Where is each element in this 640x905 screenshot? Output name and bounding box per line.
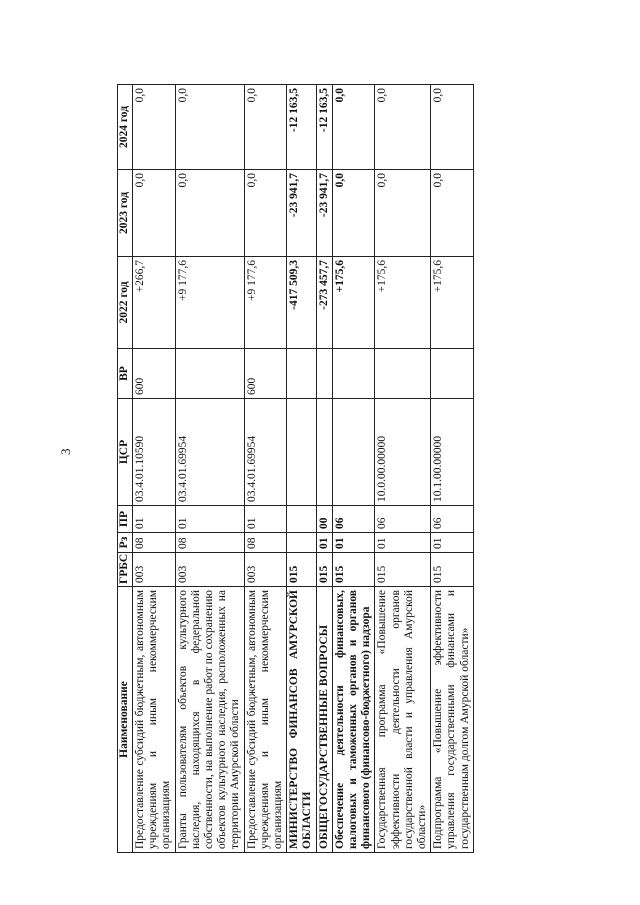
cell-pr: 01: [133, 506, 176, 533]
cell-2023: -23 941,7: [287, 170, 316, 257]
cell-2022: +9 177,6: [175, 257, 244, 349]
header-vr: ВР: [118, 349, 133, 399]
cell-grbs: 015: [316, 553, 332, 587]
header-name: Наименование: [118, 587, 133, 853]
cell-csr: [316, 399, 332, 506]
cell-rz: 01: [375, 533, 431, 553]
header-2022: 2022 год: [118, 257, 133, 349]
cell-2022: +175,6: [332, 257, 375, 349]
cell-2024: 0,0: [133, 85, 176, 170]
cell-name: МИНИСТЕРСТВО ФИНАНСОВ АМУРСКОЙ ОБЛАСТИ: [287, 587, 316, 853]
cell-grbs: 003: [244, 553, 287, 587]
cell-name: Подпрограмма «Повышение эффективности управления государственными финансами и государственным долгом Амурской области»: [431, 587, 474, 853]
cell-2023: 0,0: [431, 170, 474, 257]
cell-csr: 10.0.00.00000: [375, 399, 431, 506]
header-rz: Рз: [118, 533, 133, 553]
header-grbs: ГРБС: [118, 553, 133, 587]
cell-2024: -12 163,5: [316, 85, 332, 170]
cell-rz: 08: [244, 533, 287, 553]
cell-2023: -23 941,7: [316, 170, 332, 257]
cell-vr: [175, 349, 244, 399]
cell-rz: 08: [175, 533, 244, 553]
cell-grbs: 015: [287, 553, 316, 587]
cell-pr: 01: [244, 506, 287, 533]
cell-2023: 0,0: [175, 170, 244, 257]
cell-vr: 600: [133, 349, 176, 399]
cell-pr: 06: [332, 506, 375, 533]
table-row: [375, 85, 431, 853]
header-row: [118, 85, 133, 853]
cell-name: Предоставление субсидий бюджетным, автономным учреждениям и иным некоммерческим организациям: [244, 587, 287, 853]
cell-2022: +175,6: [431, 257, 474, 349]
cell-2024: 0,0: [175, 85, 244, 170]
cell-pr: [287, 506, 316, 533]
cell-rz: 08: [133, 533, 176, 553]
cell-csr: 03.4.01.69954: [244, 399, 287, 506]
cell-csr: 10.1.00.00000: [431, 399, 474, 506]
cell-vr: [316, 349, 332, 399]
cell-name: ОБЩЕГОСУДАРСТВЕННЫЕ ВОПРОСЫ: [316, 587, 332, 853]
header-2024: 2024 год: [118, 85, 133, 170]
cell-2024: 0,0: [431, 85, 474, 170]
cell-name: Обеспечение деятельности финансовых, налоговых и таможенных органов и органов финансового (финансово-бюджетного) надзора: [332, 587, 375, 853]
cell-grbs: 015: [332, 553, 375, 587]
cell-2024: -12 163,5: [287, 85, 316, 170]
cell-2023: 0,0: [332, 170, 375, 257]
table-row: [133, 85, 176, 853]
cell-grbs: 003: [133, 553, 176, 587]
cell-vr: 600: [244, 349, 287, 399]
table-row: [332, 85, 375, 853]
cell-csr: 03.4.01.10590: [133, 399, 176, 506]
cell-2022: +266,7: [133, 257, 176, 349]
cell-csr: [332, 399, 375, 506]
cell-2024: 0,0: [244, 85, 287, 170]
table-row: [287, 85, 316, 853]
table-row: [316, 85, 332, 853]
budget-table: [117, 84, 474, 853]
cell-2023: 0,0: [375, 170, 431, 257]
cell-2023: 0,0: [133, 170, 176, 257]
cell-2022: -273 457,7: [316, 257, 332, 349]
cell-rz: [287, 533, 316, 553]
cell-rz: 01: [431, 533, 474, 553]
cell-2022: +9 177,6: [244, 257, 287, 349]
header-2023: 2023 год: [118, 170, 133, 257]
header-csr: ЦСР: [118, 399, 133, 506]
cell-2022: -417 509,3: [287, 257, 316, 349]
cell-pr: 06: [431, 506, 474, 533]
cell-vr: [431, 349, 474, 399]
cell-pr: 01: [175, 506, 244, 533]
cell-2024: 0,0: [375, 85, 431, 170]
cell-rz: 01: [332, 533, 375, 553]
cell-2024: 0,0: [332, 85, 375, 170]
cell-pr: 00: [316, 506, 332, 533]
cell-grbs: 003: [175, 553, 244, 587]
cell-vr: [332, 349, 375, 399]
table-row: [175, 85, 244, 853]
table-row: [244, 85, 287, 853]
page-number: 3: [58, 448, 73, 455]
cell-rz: 01: [316, 533, 332, 553]
budget-table-container: [117, 85, 552, 853]
table-body: [133, 85, 474, 853]
cell-csr: 03.4.01.69954: [175, 399, 244, 506]
cell-2022: +175,6: [375, 257, 431, 349]
cell-grbs: 015: [375, 553, 431, 587]
cell-csr: [287, 399, 316, 506]
cell-grbs: 015: [431, 553, 474, 587]
header-pr: ПР: [118, 506, 133, 533]
cell-name: Предоставление субсидий бюджетным, автономным учреждениям и иным некоммерческим организациям: [133, 587, 176, 853]
cell-name: Гранты пользователям объектов культурного наследия, находящихся в федеральной собственности, на выполнение работ по сохранению объектов культурного наследия, расположенных на территории Амурской области: [175, 587, 244, 853]
cell-pr: 06: [375, 506, 431, 533]
cell-2023: 0,0: [244, 170, 287, 257]
cell-name: Государственная программа «Повышение эффективности деятельности органов государственной власти и управления Амурской области»: [375, 587, 431, 853]
table-row: [431, 85, 474, 853]
cell-vr: [375, 349, 431, 399]
cell-vr: [287, 349, 316, 399]
